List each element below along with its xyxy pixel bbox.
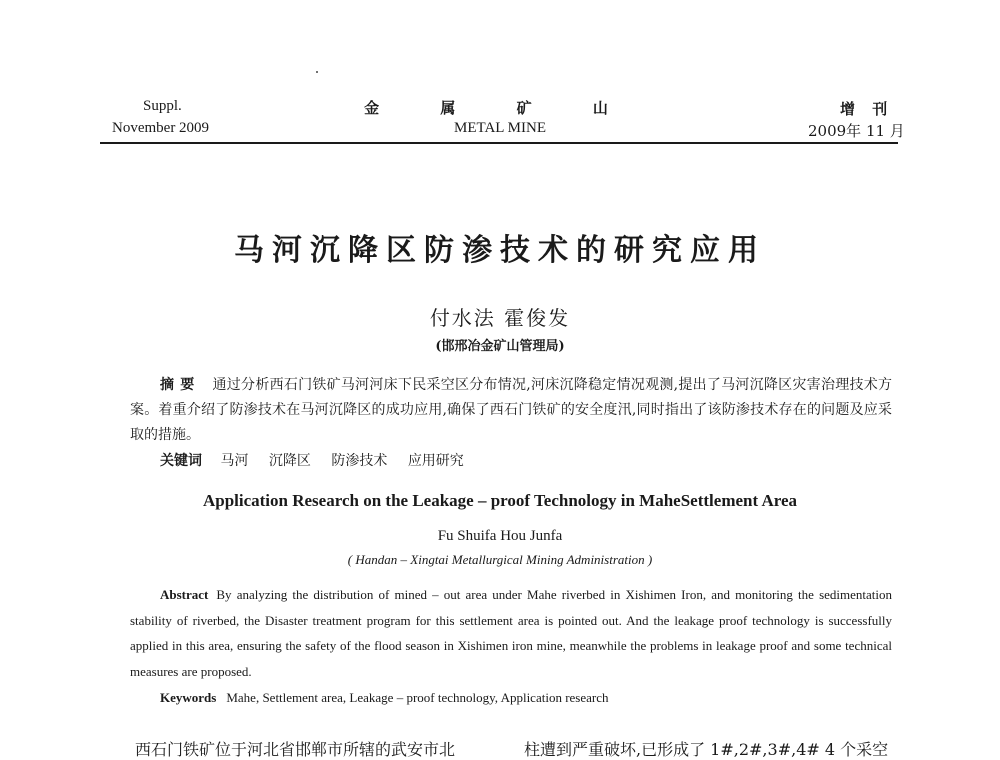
abstract-label-cn: 摘要 — [160, 377, 201, 393]
authors-cn: 付水法 霍俊发 — [429, 306, 571, 330]
abstract-text-cn: 通过分析西石门铁矿马河河床下民采空区分布情况,河床沉降稳定情况观测,提出了马河沉降区灾害治理技术方案。着重介绍了防渗技术在马河沉降区的成功应用,确保了西石门铁矿的安全度汛,同时指出了该防渗技术存在的问题及应采取的措施。 — [130, 377, 892, 443]
affiliation-en: ( Handan – Xingtai Metallurgical Mining Administration ) — [347, 552, 653, 567]
affiliation-cn: (邯邢冶金矿山管理局) — [435, 339, 565, 354]
scan-speck — [316, 71, 318, 73]
journal-title-en: METAL MINE — [454, 120, 546, 136]
abstract-cn — [130, 373, 892, 448]
abstract-en — [130, 582, 892, 684]
keyword-cn: 沉降区 — [268, 453, 311, 469]
header-date-en: November 2009 — [112, 120, 210, 136]
journal-title-cn: 金 属 矿 山 — [364, 99, 636, 117]
abstract-label-en: Abstract — [160, 587, 209, 602]
keywords-en — [160, 690, 609, 706]
keywords-label-cn: 关键词 — [160, 453, 202, 469]
keywords-cn — [160, 450, 480, 470]
keywords-label-en: Keywords — [160, 690, 217, 705]
keyword-cn: 应用研究 — [407, 453, 464, 469]
header-supplement-cn: 增 刊 — [840, 100, 894, 118]
authors-en: Fu Shuifa Hou Junfa — [437, 528, 563, 544]
body-column-right: 柱遭到严重破坏,已形成了 1#,2#,3#,4# 4 个采空 — [524, 740, 889, 759]
header-suppl: Suppl. — [143, 98, 182, 114]
paper-title-en: Application Research on the Leakage – proof Technology in MaheSettlement Area — [202, 491, 798, 510]
header-rule — [100, 142, 898, 144]
header-date-cn: 2009年 11 月 — [808, 122, 905, 140]
body-column-left: 西石门铁矿位于河北省邯郸市所辖的武安市北 — [135, 740, 456, 759]
keyword-cn: 马河 — [220, 453, 249, 469]
paper-title-cn: 马河沉降区防渗技术的研究应用 — [234, 233, 766, 268]
keywords-text-en: Mahe, Settlement area, Leakage – proof technology, Application research — [226, 690, 609, 705]
abstract-text-en: By analyzing the distribution of mined – out area under Mahe riverbed in Xishimen Iron, and monitoring the sedimentation stability of riverbed, the Disaster treatment program for this settlement area is pointed out. And the leakage proof technology is successfully applied in this area, ensuring the safety of the flood season in Xishimen iron mine, meanwhile the problems in leakage proof and some technical measures are proposed. — [130, 587, 892, 679]
keyword-cn: 防渗技术 — [331, 453, 388, 469]
